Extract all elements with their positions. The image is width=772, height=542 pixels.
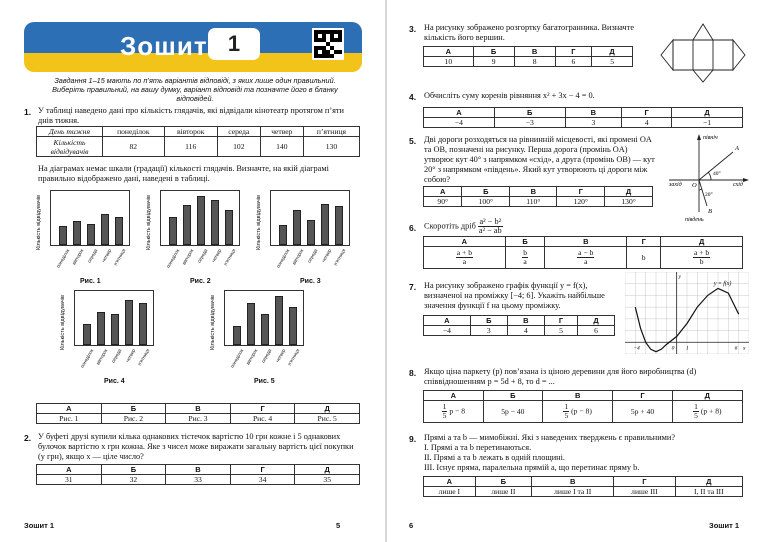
q4-number: 4. <box>409 92 417 102</box>
table-row <box>424 477 743 487</box>
plot-area <box>50 190 130 246</box>
bar <box>97 312 105 345</box>
answer-option: $\frac{1}{5}$ (p + 8) <box>672 401 742 423</box>
answer-letter: В <box>166 404 231 414</box>
q1-answer-table <box>36 403 360 424</box>
q1-row-values-label: Кількість відвідувачів <box>37 137 103 157</box>
point-o-label: O <box>692 182 697 189</box>
answer-option: 4 <box>507 326 544 336</box>
answer-letter: Б <box>101 404 166 414</box>
x-tick-label: четвер <box>124 348 137 363</box>
angle-b-label: 20° <box>705 192 713 198</box>
compass-west-label: захід <box>669 182 682 188</box>
answer-option: $\frac{1}{5}$ (p − 8) <box>543 401 613 423</box>
answer-letter: Г <box>614 477 675 487</box>
q9-answer-table <box>423 476 743 497</box>
answer-letter: Д <box>592 47 633 57</box>
answer-letter: Б <box>462 187 510 197</box>
table-row <box>424 108 743 118</box>
x-tick-label: понеділок <box>79 348 95 369</box>
q4-answer-table <box>423 107 743 128</box>
footer-left-page-number: 5 <box>336 521 341 530</box>
answer-letter: Г <box>627 237 661 247</box>
answer-option: $\frac{1}{5}$ p − 8 <box>424 401 484 423</box>
answer-option: лише I та II <box>532 487 614 497</box>
q1-row-header: День тижня <box>37 127 103 137</box>
x-tick-label: п’ятниця <box>112 248 127 267</box>
answer-letter: Д <box>661 237 743 247</box>
x-tick-label: середа <box>86 248 99 264</box>
footer-right-label: Зошит 1 <box>709 521 740 530</box>
answer-letter: Г <box>230 404 295 414</box>
table-row <box>424 197 653 207</box>
answer-letter: Б <box>473 47 514 57</box>
bar <box>233 326 241 345</box>
answer-option: 5 <box>592 57 633 67</box>
answer-option: 34 <box>230 475 295 485</box>
bar <box>101 214 109 245</box>
table-cell: 140 <box>260 137 303 157</box>
answer-letter: В <box>545 237 627 247</box>
table-row <box>424 391 743 401</box>
compass-east-label: схід <box>733 182 743 188</box>
polyhedron-net-figure <box>657 22 749 84</box>
bar <box>275 296 283 345</box>
bar <box>87 224 95 245</box>
x-tick-label: середа <box>196 248 209 264</box>
answer-option: $\frac{b}{a}$ <box>505 247 545 269</box>
bar <box>59 226 67 245</box>
answer-letter: В <box>565 108 621 118</box>
answer-letter: А <box>37 465 102 475</box>
bar <box>335 206 343 245</box>
table-row <box>424 316 615 326</box>
compass-south-label: південь <box>685 217 704 223</box>
answer-letter: Б <box>101 465 166 475</box>
table-cell: середа <box>217 127 260 137</box>
answer-letter: Г <box>622 108 672 118</box>
table-row <box>37 414 360 424</box>
table-row <box>424 57 633 67</box>
notebook-title: Зошит <box>120 31 208 61</box>
q8-number: 8. <box>409 368 417 378</box>
table-row <box>424 326 615 336</box>
answer-letter: А <box>424 391 484 401</box>
qr-code-icon <box>312 28 344 60</box>
plot-area <box>74 290 154 346</box>
x-tick-label: вівторок <box>95 348 109 366</box>
answer-letter: Д <box>675 477 742 487</box>
q9-number: 9. <box>409 434 417 444</box>
table-row <box>37 475 360 485</box>
footer-right-page-number: 6 <box>409 521 414 530</box>
answer-option: 31 <box>37 475 102 485</box>
answer-option: 90° <box>424 197 462 207</box>
answer-letter: Б <box>505 237 545 247</box>
q6-text: Скоротіть дріб <box>424 221 476 231</box>
answer-option: Рис. 3 <box>166 414 231 424</box>
answer-letter: А <box>424 237 506 247</box>
answer-letter: Б <box>494 108 565 118</box>
x-min-label: −4 <box>633 345 640 352</box>
origin-label: 0 <box>671 345 675 352</box>
plot-area <box>270 190 350 246</box>
q1-data-table <box>36 126 360 157</box>
table-cell: 116 <box>164 137 217 157</box>
answer-letter: А <box>424 477 476 487</box>
answer-option: 33 <box>166 475 231 485</box>
angle-a-label: 40° <box>713 171 721 177</box>
q8-answer-table <box>423 390 743 423</box>
q2-number: 2. <box>24 433 32 443</box>
answer-option: 4 <box>622 118 672 128</box>
bar <box>197 196 205 245</box>
answer-letter: А <box>424 187 462 197</box>
q7-answer-table <box>423 315 615 336</box>
table-row <box>424 237 743 247</box>
table-row <box>37 465 360 475</box>
compass-north-label: північ <box>703 135 718 141</box>
answer-option: 8 <box>514 57 555 67</box>
curve-label: y = f(x) <box>713 280 732 287</box>
bar <box>211 200 219 245</box>
left-page <box>0 0 385 542</box>
answer-option: $\frac{a + b}{b}$ <box>661 247 743 269</box>
bar <box>321 204 329 245</box>
x-tick-label: четвер <box>274 348 287 363</box>
answer-letter: Д <box>295 465 360 475</box>
answer-option: 6 <box>578 326 615 336</box>
answer-option: $\frac{a + b}{a}$ <box>424 247 506 269</box>
answer-letter: В <box>510 187 557 197</box>
answer-option: Рис. 5 <box>295 414 360 424</box>
answer-letter: Г <box>544 316 577 326</box>
right-page <box>387 0 772 542</box>
answer-letter: Д <box>672 108 743 118</box>
bar <box>307 220 315 245</box>
q2-text: У буфеті друзі купили кілька однакових тістечок вартістю 10 грн кожне і 5 однакових булочок вартістю x грн кожна. Яке з чисел може виражати загальну вартість цієї покупки (у грн), якщо x — ціле число? <box>38 432 354 461</box>
answer-letter: А <box>424 316 471 326</box>
x-tick-label: середа <box>306 248 319 264</box>
answer-letter: Д <box>605 187 653 197</box>
answer-letter: Д <box>295 404 360 414</box>
table-cell: четвер <box>260 127 303 137</box>
answer-option: Рис. 1 <box>37 414 102 424</box>
y-axis-label: y <box>678 274 682 280</box>
x-tick-label: вівторок <box>291 248 305 266</box>
bar <box>261 314 269 345</box>
answer-option: 5p − 40 <box>483 401 542 423</box>
q9-statement-1: I. Прямі a та b перетинаються. <box>424 443 532 452</box>
answer-letter: А <box>424 108 495 118</box>
x-tick-label: п’ятниця <box>136 348 151 367</box>
bar <box>225 210 233 245</box>
answer-letter: В <box>507 316 544 326</box>
answer-letter: Г <box>230 465 295 475</box>
compass-diagram <box>663 128 755 224</box>
answer-option: 10 <box>424 57 474 67</box>
q5-text: Дві дороги розходяться на рівнинній місцевості, які промені OA та OB, позначені на рисунку. Перша дорога (промінь OA) утворює кут 40° з напрямком «схід», а друга (промінь OB) — кут 20° з напрямком «південь». Який кут утворюють ці дороги між собою? <box>424 135 655 184</box>
answer-option: 35 <box>295 475 360 485</box>
bar <box>115 217 123 245</box>
x-tick-label: четвер <box>100 248 113 263</box>
diagram-caption: Рис. 3 <box>300 278 321 285</box>
x-tick-label: понеділок <box>229 348 245 369</box>
bar <box>293 210 301 245</box>
answer-letter: В <box>166 465 231 475</box>
point-b-label: B <box>708 208 712 215</box>
bar <box>125 300 133 345</box>
instructions: Завдання 1–15 мають по п’ять варіантів відповіді, з яких лише один правильний. Виберіть правильний, на вашу думку, варіант відповіді та позначте його в бланку відповідей. <box>52 76 338 104</box>
answer-option: 5 <box>544 326 577 336</box>
answer-letter: А <box>424 47 474 57</box>
x-tick-label: п’ятниця <box>222 248 237 267</box>
table-cell: понеділок <box>103 127 165 137</box>
answer-letter: Д <box>578 316 615 326</box>
table-cell: 82 <box>103 137 165 157</box>
answer-letter: Г <box>613 391 672 401</box>
table-cell: вівторок <box>164 127 217 137</box>
q8-text: Якщо ціна паркету (p) пов’язана із ціною деревини для його виробництва (d) співвідношенням p = 5d + 8, то d = ... <box>424 367 697 386</box>
answer-option: −3 <box>494 118 565 128</box>
answer-letter: Б <box>470 316 507 326</box>
table-row <box>37 127 360 137</box>
q5-answer-table <box>423 186 653 207</box>
q4-text: Обчисліть суму коренів рівняння x² + 3x − 4 = 0. <box>424 91 595 100</box>
bar <box>83 324 91 345</box>
table-cell: 102 <box>217 137 260 157</box>
table-row <box>37 137 360 157</box>
answer-option: 120° <box>557 197 605 207</box>
y-axis-label: Кількість відвідувачів <box>36 195 42 250</box>
answer-option: 5p + 40 <box>613 401 672 423</box>
q7-text: На рисунку зображено графік функції y = f(x), визначеної на проміжку [−4; 6]. Укажіть найбільше значення функції f на цьому проміжку. <box>424 281 605 310</box>
q7-number: 7. <box>409 282 417 292</box>
table-row <box>424 487 743 497</box>
answer-option: 6 <box>555 57 592 67</box>
x-tick-label: четвер <box>320 248 333 263</box>
answer-option: 9 <box>473 57 514 67</box>
bar <box>169 217 177 245</box>
table-cell: 130 <box>303 137 359 157</box>
answer-option: лише I <box>424 487 476 497</box>
answer-letter: Г <box>557 187 605 197</box>
answer-letter: В <box>532 477 614 487</box>
q2-answer-table <box>36 464 360 485</box>
q3-number: 3. <box>409 24 417 34</box>
answer-option: b <box>627 247 661 269</box>
x-tick-label: понеділок <box>55 248 71 269</box>
q6-number: 6. <box>409 223 417 233</box>
q1-text-2: На діаграмах немає шкали (градації) кількості глядачів. Визначте, на якій діаграмі правильно відображено дані, наведені в таблиці. <box>38 164 329 183</box>
q9-statement-2: II. Прямі a та b лежать в одній площині. <box>424 453 565 462</box>
answer-option: −1 <box>672 118 743 128</box>
bar <box>183 205 191 245</box>
q6-text-line <box>424 218 624 235</box>
notebook-number: 1 <box>208 28 260 60</box>
x-tick-label: понеділок <box>165 248 181 269</box>
bar <box>139 303 147 345</box>
header-banner <box>24 22 362 72</box>
x-max-label: 6 <box>734 345 738 352</box>
bar <box>111 314 119 345</box>
answer-letter: А <box>37 404 102 414</box>
x-axis-label: x <box>743 345 746 352</box>
answer-letter: В <box>514 47 555 57</box>
plot-area <box>224 290 304 346</box>
answer-letter: Б <box>483 391 542 401</box>
x-tick-label: понеділок <box>275 248 291 269</box>
answer-letter: Б <box>475 477 532 487</box>
diagram-caption: Рис. 1 <box>80 278 101 285</box>
table-row <box>424 247 743 269</box>
q6-fraction: $\frac{\text{a² − b²}}{\text{a² − ab}}$ <box>478 217 502 235</box>
x-tick-label: вівторок <box>71 248 85 266</box>
diagram-caption: Рис. 4 <box>104 378 125 385</box>
answer-option: 100° <box>462 197 510 207</box>
answer-option: 110° <box>510 197 557 207</box>
q6-answer-table <box>423 236 743 269</box>
point-a-label: A <box>735 145 739 152</box>
q5-number: 5. <box>409 136 417 146</box>
answer-option: 3 <box>565 118 621 128</box>
q3-text: На рисунку зображено розгортку багатогранника. Визначте кількість його вершин. <box>424 23 635 42</box>
bar <box>289 307 297 345</box>
footer-left-label: Зошит 1 <box>24 521 55 530</box>
diagram-caption: Рис. 2 <box>190 278 211 285</box>
table-row <box>37 404 360 414</box>
q3-answer-table <box>423 46 633 67</box>
y-axis-label: Кількість відвідувачів <box>146 195 152 250</box>
answer-option: Рис. 4 <box>230 414 295 424</box>
answer-letter: В <box>543 391 613 401</box>
x-unit-label: 1 <box>686 345 689 352</box>
plot-area <box>160 190 240 246</box>
answer-option: 32 <box>101 475 166 485</box>
table-row <box>424 47 633 57</box>
x-tick-label: четвер <box>210 248 223 263</box>
answer-option: 130° <box>605 197 653 207</box>
answer-option: Рис. 2 <box>101 414 166 424</box>
q1-text: У таблиці наведено дані про кількість глядачів, які відвідали кінотеатр протягом п’яти днів тижня. <box>38 106 344 125</box>
answer-option: −4 <box>424 326 471 336</box>
y-axis-label: Кількість відвідувачів <box>256 195 262 250</box>
answer-option: $\frac{a - b}{a}$ <box>545 247 627 269</box>
answer-letter: Г <box>555 47 592 57</box>
answer-option: лише II <box>475 487 532 497</box>
q9-text: Прямі a та b — мимобіжні. Які з наведених тверджень є правильними? <box>424 433 676 442</box>
x-tick-label: п’ятниця <box>332 248 347 267</box>
answer-option: −4 <box>424 118 495 128</box>
x-tick-label: п’ятниця <box>286 348 301 367</box>
answer-option: 3 <box>470 326 507 336</box>
x-tick-label: вівторок <box>181 248 195 266</box>
q1-number: 1. <box>24 107 32 117</box>
bar <box>247 303 255 345</box>
y-axis-label: Кількість відвідувачів <box>60 295 66 350</box>
bar <box>73 221 81 245</box>
table-row <box>424 118 743 128</box>
diagram-caption: Рис. 5 <box>254 378 275 385</box>
x-tick-label: вівторок <box>245 348 259 366</box>
table-row <box>424 187 653 197</box>
y-axis-label: Кількість відвідувачів <box>210 295 216 350</box>
table-cell: п’ятниця <box>303 127 359 137</box>
answer-option: I, II та III <box>675 487 742 497</box>
bar <box>279 225 287 245</box>
answer-option: лише III <box>614 487 675 497</box>
answer-letter: Д <box>672 391 742 401</box>
x-tick-label: середа <box>260 348 273 364</box>
function-graph <box>625 272 749 354</box>
x-tick-label: середа <box>110 348 123 364</box>
table-row <box>424 401 743 423</box>
q9-statement-3: III. Існує пряма, паралельна прямій a, що перетинає пряму b. <box>424 463 640 472</box>
